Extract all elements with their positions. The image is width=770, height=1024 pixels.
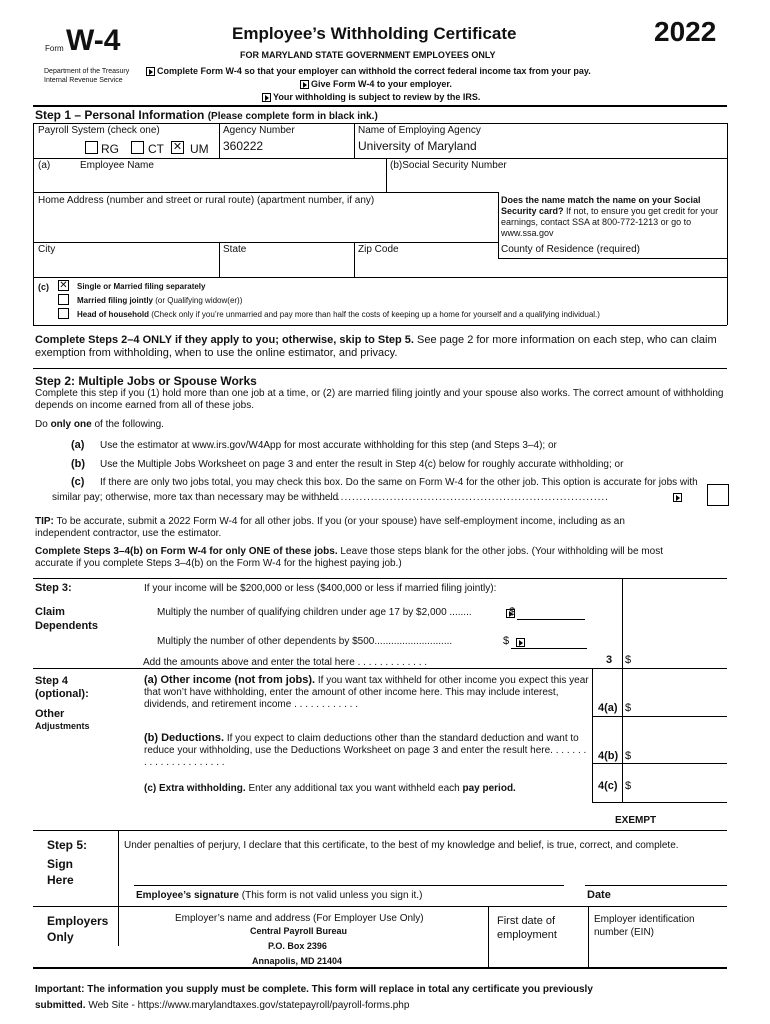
step3-line1-dollar: $ — [509, 606, 516, 618]
date-field[interactable] — [585, 860, 725, 884]
arrow-icon — [262, 93, 271, 102]
payroll-rg-checkbox[interactable] — [85, 141, 98, 154]
step2-c-text1: If there are only two jobs total, you may check this box. Do the same on Form W-4 for the other job. This option is accurate for jobs with — [100, 477, 698, 488]
payroll-ct-checkbox[interactable] — [131, 141, 144, 154]
signature-label — [136, 890, 422, 901]
city-field[interactable] — [34, 256, 218, 274]
county-field[interactable] — [499, 259, 726, 277]
arrow-icon — [300, 80, 309, 89]
step4a-box-label: 4(a) — [598, 702, 618, 714]
payroll-um-label: UM — [190, 142, 209, 156]
zip-field[interactable] — [355, 256, 497, 274]
payroll-um-checkbox[interactable]: ✕ — [172, 141, 183, 153]
employer-address-line3: Annapolis, MD 21404 — [252, 956, 343, 966]
payroll-ct-label: CT — [148, 142, 164, 156]
step4b-text — [144, 732, 590, 769]
filing-hoh-label — [77, 310, 600, 319]
state-field[interactable] — [220, 256, 353, 274]
form-number: W-4 — [66, 24, 121, 57]
ssn-field[interactable] — [387, 172, 726, 191]
filing-joint-label — [77, 296, 242, 305]
step3-box-label: 3 — [606, 654, 613, 666]
agency-number-field[interactable]: 360222 — [223, 139, 264, 153]
step1-heading — [35, 108, 378, 122]
complete-steps-note — [35, 334, 725, 360]
complete-3-4-bold: Complete Steps 3–4(b) on Form W-4 for only ONE of these jobs. — [35, 546, 338, 557]
step4c-desc: Enter any additional tax you want withheld each — [245, 783, 463, 794]
first-date-label: First date of employment — [497, 915, 557, 941]
step3-total-field[interactable] — [633, 650, 725, 668]
tip-bold: TIP: — [35, 516, 54, 527]
step2-c-text2: similar pay; otherwise, more tax than necessary may be withheld — [52, 492, 339, 503]
employer-name-label: Employer’s name and address (For Employer Use Only) — [175, 913, 424, 924]
tip-text: To be accurate, submit a 2022 Form W-4 for all other jobs. If you (or your spouse) have self-employment income, including as an independent contractor, use the estimator. — [35, 516, 625, 539]
instruction-2-text: Give Form W-4 to your employer. — [311, 79, 452, 89]
filing-single-label: Single or Married filing separately — [77, 282, 206, 291]
home-address-field[interactable] — [34, 208, 497, 241]
complete-3-4-rest: Leave those steps blank for the other jobs. (Your withholding will be most accurate if you complete Steps 3–4(b) on the Form W-4 for the highest paying job.) — [35, 546, 663, 569]
step2-b-label: (b) — [71, 458, 86, 470]
step4c-bold: (c) Extra withholding. — [144, 783, 246, 794]
step4b-box-label: 4(b) — [598, 750, 619, 762]
filing-hoh-bold: Head of household — [77, 310, 149, 319]
tip-note — [35, 516, 675, 540]
employer-address-line2: P.O. Box 2396 — [268, 941, 327, 951]
do-only-bold: only one — [50, 419, 92, 430]
step4-label: Step 4 — [35, 675, 69, 687]
ssa-note-bold: Does the name match the name on your Social Security card? — [501, 195, 701, 216]
deductions-field[interactable] — [633, 746, 725, 762]
footer-bold: Important: The information you supply must be complete. This form will replace in total any certificate you previously submitted. — [35, 984, 593, 1011]
step3-label-dependents: Dependents — [35, 620, 98, 632]
step4-label-adjustments: Adjustments — [35, 721, 90, 731]
step2-heading: Step 2: Multiple Jobs or Spouse Works — [35, 374, 257, 388]
ein-label: Employer identification number (EIN) — [594, 914, 695, 938]
step4c-bold2: pay period. — [462, 783, 516, 794]
extra-withholding-field[interactable] — [633, 776, 725, 794]
step3-line1: Multiply the number of qualifying children under age 17 by $2,000 ........ — [157, 607, 472, 618]
signature-label-rest: (This form is not valid unless you sign it.) — [239, 890, 423, 901]
perjury-declaration: Under penalties of perjury, I declare that this certificate, to the best of my knowledge and belief, is true, correct, and complete. — [124, 840, 679, 851]
step3-box-dollar: $ — [625, 654, 632, 666]
employee-name-field[interactable] — [34, 172, 385, 191]
step4-label-optional: (optional): — [35, 688, 89, 700]
filing-hoh-checkbox[interactable] — [58, 308, 69, 319]
do-only-post: of the following. — [91, 419, 164, 430]
other-income-field[interactable] — [633, 698, 725, 715]
step2-a-text: Use the estimator at www.irs.gov/W4App for most accurate withholding for this step (and Steps 3–4); or — [100, 440, 557, 451]
step2-do-only — [35, 419, 164, 430]
other-dependents-field[interactable] — [511, 633, 587, 647]
form-label: Form — [45, 44, 64, 53]
instruction-3 — [262, 92, 480, 102]
step4c-dollar: $ — [625, 780, 632, 792]
payroll-label: Payroll System (check one) — [38, 125, 160, 136]
step3-intro: If your income will be $200,000 or less ($400,000 or less if married filing jointly): — [144, 583, 497, 594]
signature-field[interactable] — [134, 860, 564, 884]
footer-note — [35, 982, 635, 1014]
ssn-label: (b)Social Security Number — [390, 160, 507, 171]
ssa-note-text: If not, to ensure you get credit for your earnings, contact SSA at 800-772-1213 or go to www.ssa.gov — [501, 206, 719, 238]
step5-here: Here — [47, 873, 74, 887]
subtitle: FOR MARYLAND STATE GOVERNMENT EMPLOYEES ONLY — [240, 50, 496, 60]
step2-c-dots: ............................................................................. — [318, 492, 609, 503]
step3-label: Step 3: — [35, 582, 72, 594]
step3-line2-dollar: $ — [503, 635, 510, 647]
header-divider — [33, 105, 727, 107]
step4b-dollar: $ — [625, 750, 632, 762]
ssa-note — [501, 195, 725, 239]
home-address-label: Home Address (number and street or rural route) (apartment number, if any) — [38, 195, 375, 206]
instruction-2 — [300, 79, 452, 89]
dept-irs: Internal Revenue Service — [44, 77, 123, 84]
qualifying-children-field[interactable] — [517, 604, 585, 618]
filing-joint-rest: (or Qualifying widow(er)) — [155, 296, 243, 305]
step2-c-label: (c) — [71, 476, 85, 488]
employing-agency-label: Name of Employing Agency — [358, 125, 481, 136]
complete-steps-rest: See page 2 for more information on each step, who can claim exemption from withholding, when to use the online estimator, and privacy. — [35, 334, 717, 359]
city-label: City — [38, 244, 56, 255]
step4a-bold: (a) Other income (not from jobs). — [144, 674, 316, 686]
step4a-dollar: $ — [625, 702, 632, 714]
instruction-3-text: Your withholding is subject to review by the IRS. — [273, 92, 481, 102]
payroll-rg-label: RG — [101, 142, 119, 156]
step5-label: Step 5: — [47, 838, 88, 852]
zip-label: Zip Code — [358, 244, 399, 255]
step4c-box-label: 4(c) — [598, 780, 618, 792]
step5-sign: Sign — [47, 857, 73, 871]
date-label: Date — [587, 889, 611, 901]
step3-line2: Multiply the number of other dependents by $500............................ — [157, 636, 453, 647]
step4b-desc: If you expect to claim deductions other than the standard deduction and want to reduce your withholding, use the Deductions Worksheet on page 3 and enter the result here. . . . . . . . . . . . . . . . . . . . . . — [144, 733, 587, 768]
employee-name-label: Employee Name — [80, 160, 154, 171]
filing-hoh-rest: (Check only if you’re unmarried and pay more than half the costs of keeping up a home for yourself and a qualifying individual.) — [151, 310, 600, 319]
complete-3-4-note — [35, 546, 695, 570]
employing-agency-field[interactable]: University of Maryland — [358, 139, 477, 153]
step2-c-arrow-icon — [673, 493, 682, 502]
step4b-bold: (b) Deductions. — [144, 732, 225, 744]
exempt-label: EXEMPT — [615, 815, 657, 826]
agency-number-label: Agency Number — [223, 125, 295, 136]
state-label: State — [223, 244, 247, 255]
dept-treasury: Department of the Treasury — [44, 68, 130, 75]
filing-single-checkbox[interactable]: ✕ — [59, 280, 68, 291]
step3-total: Add the amounts above and enter the total here . . . . . . . . . . . . . — [143, 657, 428, 668]
employers-label: Employers — [47, 914, 109, 928]
a-label: (a) — [38, 160, 51, 171]
do-only-pre: Do — [35, 419, 51, 430]
form-year: 2022 — [654, 16, 717, 47]
step2-b-text: Use the Multiple Jobs Worksheet on page 3 and enter the result in Step 4(c) below for roughly accurate withholding; or — [100, 459, 624, 470]
arrow-icon — [146, 67, 155, 76]
signature-label-bold: Employee’s signature — [136, 890, 239, 901]
page-title: Employee’s Withholding Certificate — [232, 24, 517, 43]
step4-label-other: Other — [35, 708, 65, 720]
step4a-text — [144, 674, 592, 711]
footer-website: Web Site - https://www.marylandtaxes.gov/statepayroll/payroll-forms.php — [85, 1000, 410, 1011]
exempt-field[interactable] — [592, 812, 727, 828]
filing-joint-checkbox[interactable] — [58, 294, 69, 305]
step3-label-claim: Claim — [35, 606, 65, 618]
c-label: (c) — [38, 282, 49, 292]
step4a-desc: If you want tax withheld for other income you expect this year that won’t have withholding, enter the amount of other income here. This may include interest, dividends, and retirement income . . . . . . . . . . . . — [144, 675, 589, 710]
step4c-text — [144, 783, 516, 794]
step2-a-label: (a) — [71, 439, 85, 451]
employer-address-line1: Central Payroll Bureau — [250, 926, 348, 936]
county-label: County of Residence (required) — [501, 244, 640, 255]
filing-joint-bold: Married filing jointly — [77, 296, 154, 305]
two-jobs-checkbox[interactable] — [707, 484, 729, 506]
step1-heading-note: (Please complete form in black ink.) — [207, 111, 378, 122]
step2-intro: Complete this step if you (1) hold more than one job at a time, or (2) are married filing jointly and your spouse also works. The correct amount of withholding depends on income earned from all of these jobs. — [35, 388, 724, 411]
instruction-1 — [146, 66, 591, 76]
instruction-1-text: Complete Form W-4 so that your employer can withhold the correct federal income tax from your pay. — [157, 66, 591, 76]
employers-only-label: Only — [47, 930, 74, 944]
complete-steps-bold: Complete Steps 2–4 ONLY if they apply to you; otherwise, skip to Step 5. — [35, 334, 414, 346]
step1-heading-text: Step 1 – Personal Information — [35, 108, 205, 122]
